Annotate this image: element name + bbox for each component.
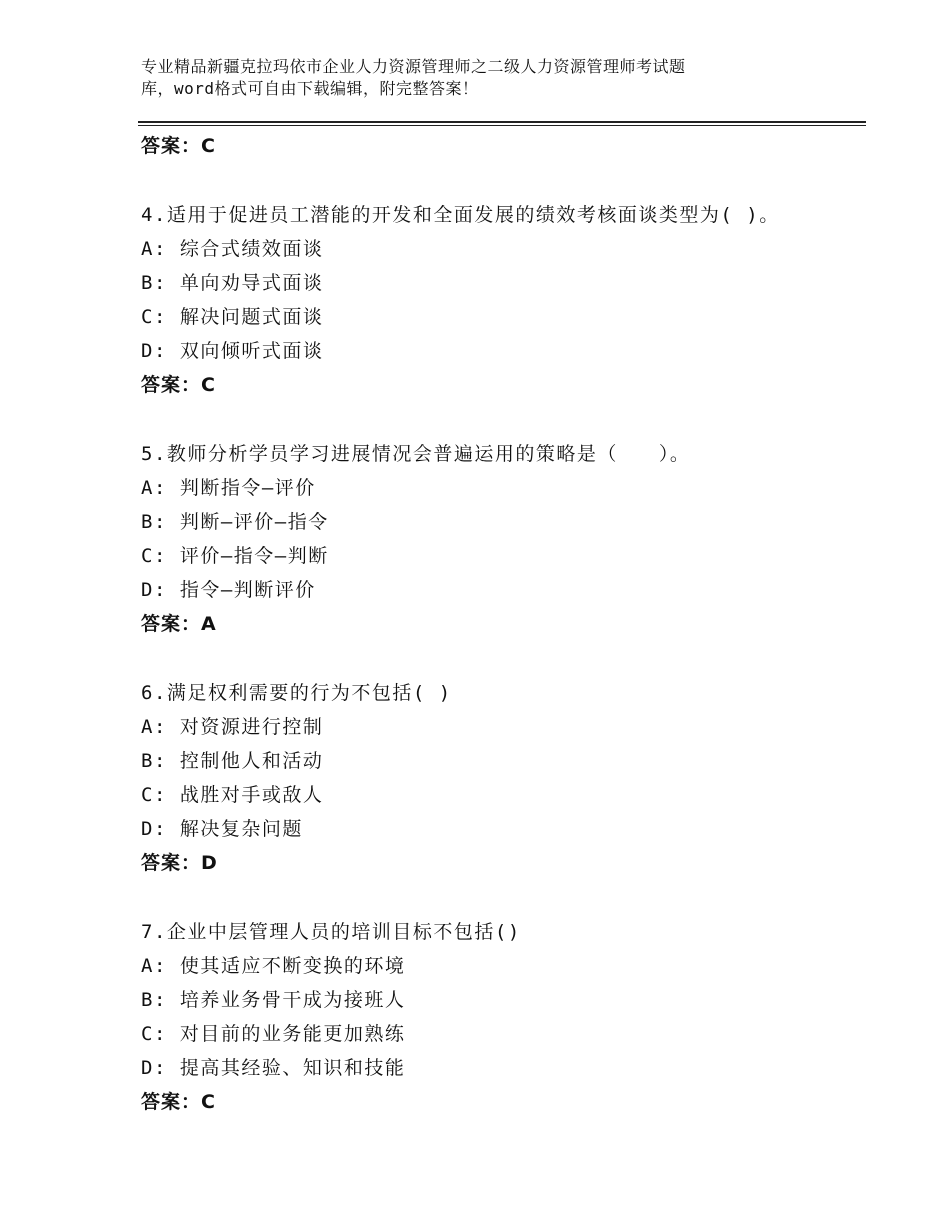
question-7-answer: 答案：C xyxy=(141,1091,216,1113)
previous-answer: 答案：C xyxy=(141,135,216,157)
question-5-stem: 5.教师分析学员学习进展情况会普遍运用的策略是（ ）。 xyxy=(141,443,691,465)
question-6-stem: 6.满足权利需要的行为不包括( ) xyxy=(141,682,452,704)
question-4-option-a: A: 综合式绩效面谈 xyxy=(141,238,324,260)
question-7-option-c: C: 对目前的业务能更加熟练 xyxy=(141,1023,406,1045)
document-header xyxy=(141,56,821,100)
header-rule-thin xyxy=(138,125,866,126)
question-6-option-b: B: 控制他人和活动 xyxy=(141,750,324,772)
question-5-option-a: A: 判断指令—评价 xyxy=(141,477,316,499)
question-4-option-b: B: 单向劝导式面谈 xyxy=(141,272,324,294)
question-4-stem: 4.适用于促进员工潜能的开发和全面发展的绩效考核面谈类型为( )。 xyxy=(141,204,780,226)
question-5-answer: 答案：A xyxy=(141,613,217,635)
question-6-option-d: D: 解决复杂问题 xyxy=(141,818,303,840)
question-6-option-a: A: 对资源进行控制 xyxy=(141,716,324,738)
question-7-option-b: B: 培养业务骨干成为接班人 xyxy=(141,989,406,1011)
header-line-2: 库，word格式可自由下载编辑，附完整答案！ xyxy=(141,79,479,98)
question-5-option-c: C: 评价—指令—判断 xyxy=(141,545,329,567)
question-6-answer: 答案：D xyxy=(141,852,218,874)
question-7-option-d: D: 提高其经验、知识和技能 xyxy=(141,1057,406,1079)
question-7-stem: 7.企业中层管理人员的培训目标不包括() xyxy=(141,921,521,943)
question-4-option-c: C: 解决问题式面谈 xyxy=(141,306,324,328)
question-7-option-a: A: 使其适应不断变换的环境 xyxy=(141,955,406,977)
question-5-option-d: D: 指令—判断评价 xyxy=(141,579,316,601)
question-6-option-c: C: 战胜对手或敌人 xyxy=(141,784,324,806)
question-5-option-b: B: 判断—评价—指令 xyxy=(141,511,329,533)
question-4-option-d: D: 双向倾听式面谈 xyxy=(141,340,324,362)
header-rule-thick xyxy=(138,121,866,123)
header-line-1: 专业精品新疆克拉玛依市企业人力资源管理师之二级人力资源管理师考试题 xyxy=(141,57,686,76)
question-4-answer: 答案：C xyxy=(141,374,216,396)
